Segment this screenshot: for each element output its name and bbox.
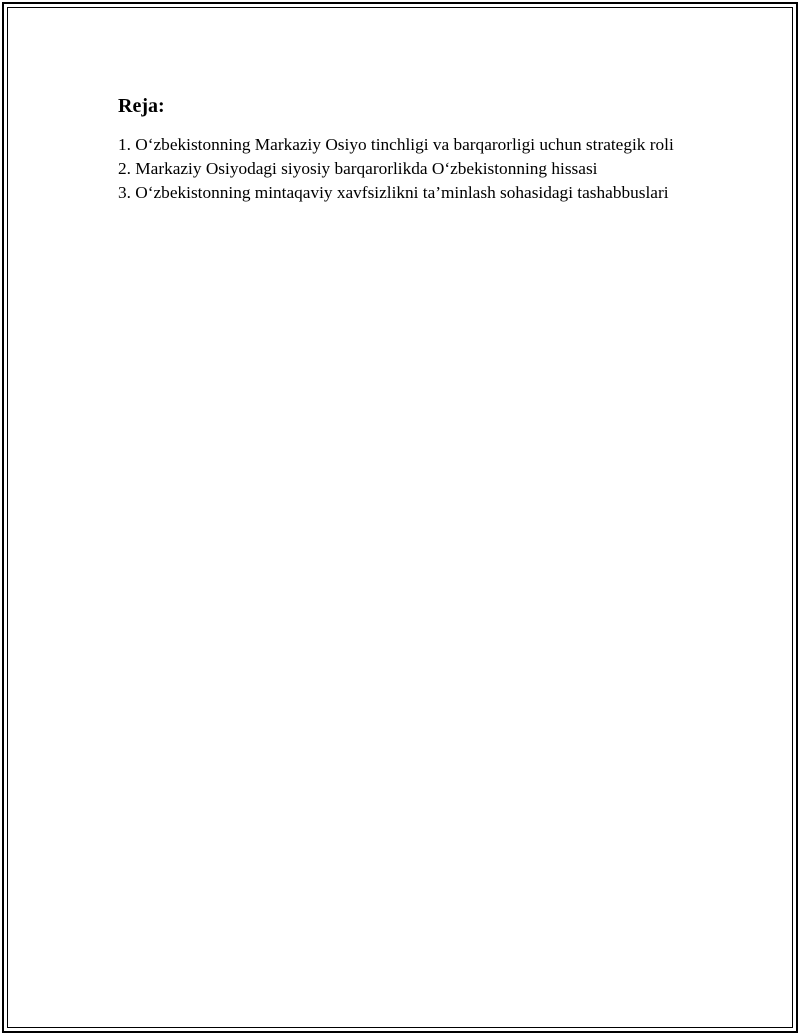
plan-item-2: 2. Markaziy Osiyodagi siyosiy barqarorlikda O‘zbekistonning hissasi <box>118 159 598 178</box>
plan-item-1: 1. O‘zbekistonning Markaziy Osiyo tinchligi va barqarorligi uchun strategik roli <box>118 135 674 154</box>
plan-title: Reja: <box>118 95 165 117</box>
plan-item-3: 3. O‘zbekistonning mintaqaviy xavfsizlikni ta’minlash sohasidagi tashabbuslari <box>118 183 669 202</box>
plan-list <box>118 133 688 205</box>
document-body <box>118 92 688 205</box>
